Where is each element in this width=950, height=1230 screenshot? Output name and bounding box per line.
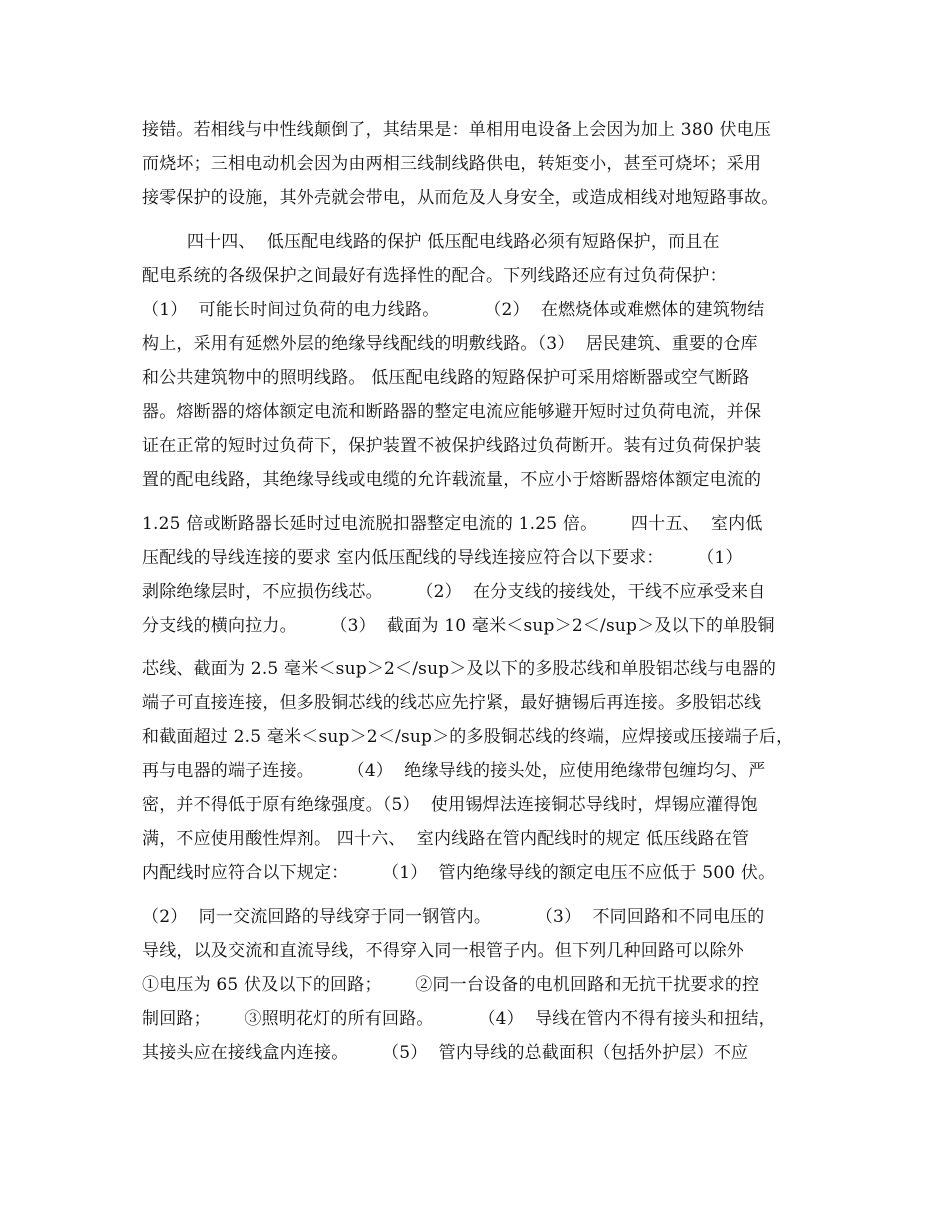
text-line: 1.25 倍或断路器长延时过电流脱扣器整定电流的 1.25 倍。 四十五、 室内低 (142, 514, 763, 534)
text-line: 内配线时应符合以下规定： （1） 管内绝缘导线的额定电压不应低于 500 伏。 (142, 863, 776, 883)
text-line: ①电压为 65 伏及以下的回路； ②同一台设备的电机回路和无抗干扰要求的控 (142, 975, 760, 995)
text-line: 芯线、截面为 2.5 毫米＜sup＞2＜/sup＞及以下的多股芯线和单股铝芯线与电器的 (142, 659, 777, 679)
text-line: 密，并不得低于原有绝缘强度。（5） 使用锡焊法连接铜芯导线时，焊锡应灌得饱 (142, 795, 758, 815)
text-line: 导线，以及交流和直流导线，不得穿入同一根管子内。但下列几种回路可以除外 (142, 941, 744, 961)
text-line: 剥除绝缘层时，不应损伤线芯。 （2） 在分支线的接线处，干线不应承受来自 (142, 582, 766, 602)
text-line: 构上，采用有延燃外层的绝缘导线配线的明敷线路。（3） 居民建筑、重要的仓库 (142, 334, 758, 354)
text-line: （1） 可能长时间过负荷的电力线路。 （2） 在燃烧体或难燃体的建筑物结 (142, 300, 765, 320)
text-line: 和公共建筑物中的照明线路。 低压配电线路的短路保护可采用熔断器或空气断路 (142, 368, 750, 388)
text-line: 置的配电线路，其绝缘导线或电缆的允许载流量，不应小于熔断器熔体额定电流的 (142, 470, 762, 490)
text-line: 再与电器的端子连接。 （4） 绝缘导线的接头处，应使用绝缘带包缠均匀、严 (142, 761, 766, 781)
text-line: 端子可直接连接，但多股铜芯线的线芯应先拧紧，最好搪锡后再连接。多股铝芯线 (142, 693, 762, 713)
text-line: 其接头应在接线盒内连接。 （5） 管内导线的总截面积（包括外护层）不应 (142, 1043, 749, 1063)
text-line: 配电系统的各级保护之间最好有选择性的配合。下列线路还应有过负荷保护： (142, 266, 727, 286)
text-line: 证在正常的短时过负荷下，保护装置不被保护线路过负荷断开。装有过负荷保护装 (142, 436, 762, 456)
text-line: （2） 同一交流回路的导线穿于同一钢管内。 （3） 不同回路和不同电压的 (142, 907, 765, 927)
text-line: 分支线的横向拉力。 （3） 截面为 10 毫米＜sup＞2＜/sup＞及以下的单股铜 (142, 616, 775, 636)
text-line: 接零保护的设施，其外壳就会带电，从而危及人身安全，或造成相线对地短路事故。 (142, 188, 779, 208)
text-line: 而烧坏；三相电动机会因为由两相三线制线路供电，转矩变小，甚至可烧坏；采用 (142, 154, 762, 174)
text-line: 和截面超过 2.5 毫米＜sup＞2＜/sup＞的多股铜芯线的终端，应焊接或压接端子后， (142, 727, 794, 747)
section-44-heading-line: 四十四、 低压配电线路的保护 低压配电线路必须有短路保护，而且在 (142, 232, 720, 252)
text-line: 满，不应使用酸性焊剂。 四十六、 室内线路在管内配线时的规定 低压线路在管 (142, 829, 750, 849)
text-line: 接错。若相线与中性线颠倒了，其结果是：单相用电设备上会因为加上 380 伏电压 (142, 120, 772, 140)
text-line: 制回路； ③照明花灯的所有回路。 （4） 导线在管内不得有接头和扭结， (142, 1009, 776, 1029)
text-line: 器。熔断器的熔体额定电流和断路器的整定电流应能够避开短时过负荷电流，并保 (142, 402, 762, 422)
text-line: 压配线的导线连接的要求 室内低压配线的导线连接应符合以下要求： （1） (142, 548, 743, 568)
